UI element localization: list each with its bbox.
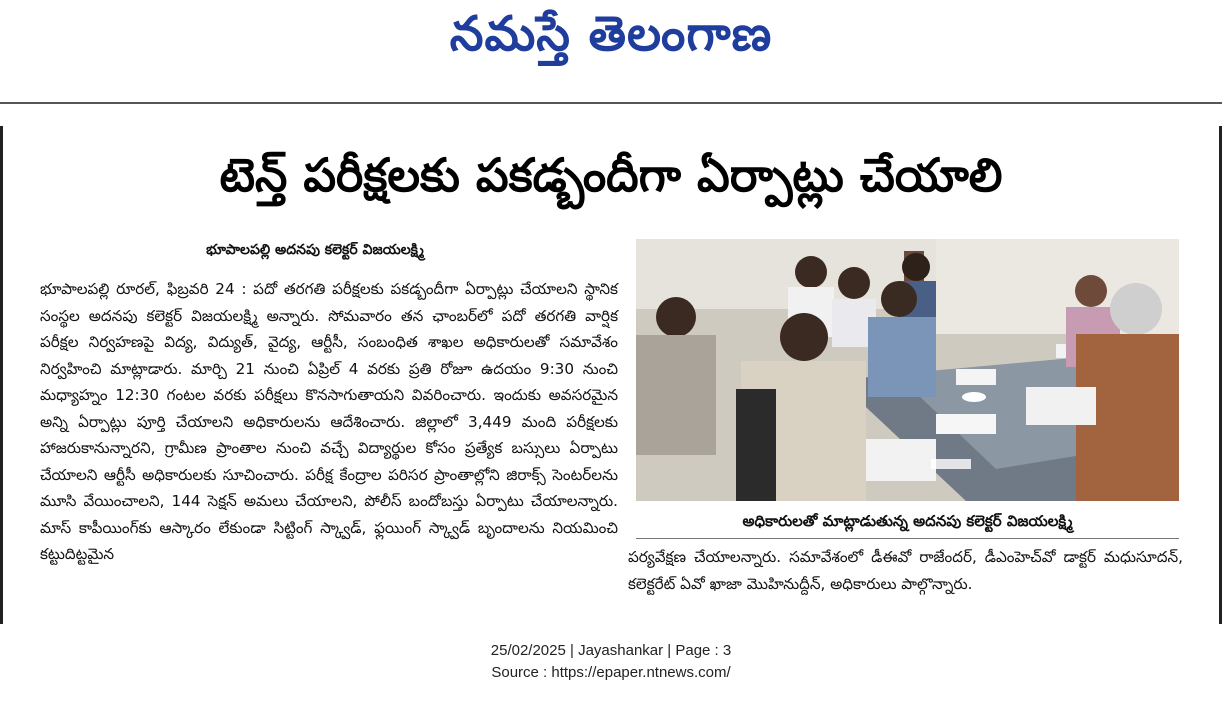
article-paragraph: భూపాలపల్లి రూరల్, ఫిబ్రవరి 24 : పదో తరగతి పరీక్షలకు పకడ్బందీగా ఏర్పాట్లు చేయాలని స్థానిక సంస్థల అదనపు కలెక్టర్ విజయలక్ష్మి అన్నారు. సోమవారం తన ఛాంబర్‌లో పదో తరగతి వార్షిక పరీక్షల నిర్వహణపై విద్య, విద్యుత్, వైద్య, ఆర్టీసీ, సంబంధిత శాఖల అధికారులతో సమావేశం నిర్వహించి మాట్లాడారు. మార్చి 21 నుంచి ఏప్రిల్ 4 వరకు ప్రతి రోజూ ఉదయం 9:30 నుంచి మధ్యాహ్నం 12:30 గంటల వరకు పరీక్షలు కొనసాగుతాయని వివరించారు. ఇందుకు అవసరమైన అన్ని ఏర్పాట్లు పూర్తి చేయాలని అధికారులను ఆదేశించారు. జిల్లాలో 3,449 మంది పరీక్షలకు హాజరుకానున్నారని, గ్రామీణ ప్రాంతాల నుంచి వచ్చే విద్యార్థుల కోసం ప్రత్యేక బస్సులు ఏర్పాటు చేయాలని ఆర్టీసీ అధికారులకు సూచించారు. పరీక్ష కేంద్రాల పరిసర ప్రాంతాల్లోని జిరాక్స్ సెంటర్‌లను మూసి వేయించాలని, 144 సెక్షన్ అమలు చేయాలని, పోలీస్ బందోబస్తు ఏర్పాటు చేయాలన్నారు. మాస్ కాపీయింగ్‌కు ఆస్కారం లేకుండా సిట్టింగ్ స్క్వాడ్, ఫ్లయింగ్ స్క్వాడ్ బృందాలను నియమించి కట్టుదిట్టమైన: [40, 280, 618, 563]
photo-caption: అధికారులతో మాట్లాడుతున్న అదనపు కలెక్టర్ విజయలక్ష్మి: [742, 512, 1073, 530]
masthead: [0, 0, 1222, 104]
page-footer: [0, 640, 1222, 684]
footer-source: Source : https://epaper.ntnews.com/: [491, 664, 731, 681]
clipping-border-left: [0, 126, 3, 624]
article-body-left: [40, 276, 618, 568]
news-clipping: [0, 126, 1222, 624]
caption-divider: [636, 538, 1179, 539]
article-paragraph-continued: పర్యవేక్షణ చేయాలన్నారు. సమావేశంలో డీఈవో రాజేందర్, డీఎంహెచ్‌వో డాక్టర్ మధుసూదన్, కలెక్టరేట్ ఏవో ఖాజా మొహినుద్దీన్, అధికారులు పాల్గొన్నారు.: [628, 548, 1183, 593]
footer-date-edition: 25/02/2025 | Jayashankar | Page : 3: [490, 642, 732, 659]
article-headline: టెన్త్ పరీక్షలకు పకడ్బందీగా ఏర్పాట్లు చేయాలి: [219, 148, 1003, 202]
meeting-photo-illustration: [636, 239, 1179, 501]
newspaper-logo: నమస్తే తెలంగాణ: [449, 6, 773, 62]
article-byline: భూపాలపల్లి అదనపు కలెక్టర్ విజయలక్ష్మి: [206, 242, 424, 258]
masthead-divider: [0, 102, 1222, 104]
article-body-right: [628, 544, 1183, 597]
article-photo: [636, 239, 1179, 501]
